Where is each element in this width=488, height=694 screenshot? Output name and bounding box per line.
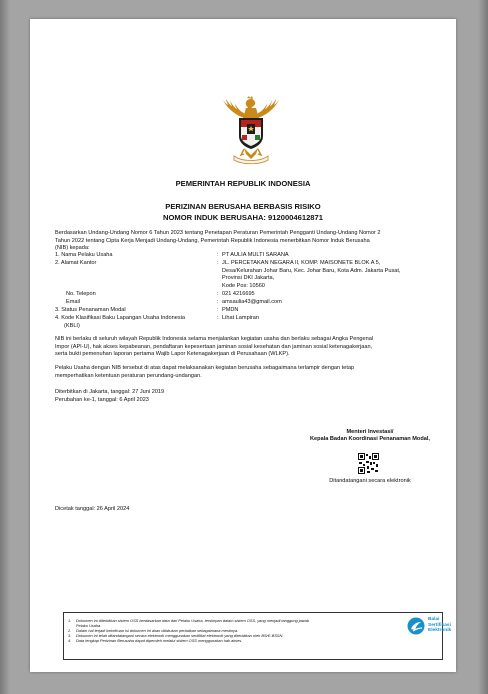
colon: :	[217, 291, 219, 297]
qr-code-icon	[358, 453, 379, 474]
government-title: PEMERINTAH REPUBLIK INDONESIA	[175, 179, 311, 188]
footnote-number: 1.	[68, 618, 72, 623]
footnote-box	[63, 612, 452, 660]
issued-info	[55, 389, 164, 404]
revision-date: Perubahan ke-1, tanggal: 6 April 2023	[55, 396, 149, 403]
printed-date: Dicetak tanggal: 26 April 2024	[55, 506, 130, 512]
status-value: PMDN	[222, 307, 239, 313]
alamat-label: 2. Alamat Kantor	[55, 260, 97, 266]
nama-label: 1. Nama Pelaku Usaha	[55, 252, 113, 258]
kbli-label-line: 4. Kode Klasifikasi Baku Lapangan Usaha Indonesia	[55, 315, 185, 321]
business-line: Pelaku Usaha dengan NIB tersebut di atas dapat melaksanakan kegiatan berusaha sebagaimana terlampir dengan tetap	[55, 365, 355, 371]
signatory-title	[300, 429, 440, 444]
footnote-text: Pelaku Usaha.	[76, 623, 102, 628]
footnote-number: 2.	[68, 628, 72, 633]
intro-line: Berdasarkan Undang-Undang Nomor 6 Tahun 2023 tentang Penetapan Peraturan Pemerintah Pengganti Undang-Undang Nomor 2	[55, 230, 381, 236]
signatory-line: Kepala Badan Koordinasi Penanaman Modal,	[310, 436, 430, 443]
e-signature-note: Ditandatangani secara elektronik	[329, 478, 411, 484]
footnote-text: Dokumen ini diterbitkan sistem OSS berdasarkan data dari Pelaku Usaha, tersimpan dalam sistem OSS, yang menjadi tanggung jawab	[76, 618, 309, 623]
intro-paragraph	[55, 230, 445, 253]
intro-line: (NIB) kepada:	[55, 245, 90, 252]
business-line: memperhatikan ketentuan peraturan perundang-undangan.	[55, 372, 202, 379]
footnote-number: 4.	[68, 638, 72, 643]
email-label: Email	[66, 299, 80, 305]
alamat-value	[222, 260, 400, 290]
footnote-text: Dalam hal terjadi kekeliruan isi dokumen ini akan dilakukan perbaikan sebagaimana mestinya.	[76, 628, 239, 633]
alamat-line: Provinsi DKI Jakarta,	[222, 275, 275, 282]
validity-line: Impor (API-U), hak akses kepabeanan, pendaftaran kepesertaan jaminan sosial kesehatan dan jaminan sosial ketenagakerjaan,	[55, 343, 373, 350]
bsre-logo-icon	[407, 617, 425, 635]
status-label: 3. Status Penanaman Modal	[55, 307, 126, 313]
document-page	[30, 19, 456, 672]
issued-date: Diterbitkan di Jakarta, tanggal: 27 Juni 2019	[55, 389, 165, 395]
permit-title: PERIZINAN BERUSAHA BERBASIS RISIKO	[165, 202, 321, 211]
alamat-line: Desa/Kelurahan Johar Baru, Kec. Johar Baru, Kota Adm. Jakarta Pusat,	[222, 267, 401, 274]
bsre-label: Elektronik	[428, 628, 452, 634]
colon: :	[217, 260, 219, 266]
bsre-label: Balai	[428, 617, 440, 622]
validity-line: serta bukti pemenuhan laporan pertama Wajib Lapor Ketenagakerjaan di Perusahaan (WLKP).	[55, 351, 290, 358]
colon: :	[217, 299, 219, 305]
validity-line: NIB ini berlaku di seluruh wilayah Republik Indonesia selama menjalankan kegiatan usaha dan berlaku sebagai Angka Pengenal	[55, 336, 374, 342]
email-value: amsaulia43@gmail.com	[222, 299, 282, 305]
footnote-number: 3.	[68, 633, 72, 638]
telepon-value: 021 4216695	[222, 291, 255, 297]
business-paragraph	[55, 365, 445, 380]
nib-number: NOMOR INDUK BERUSAHA: 9120004612871	[163, 213, 323, 222]
alamat-line: Kode Pos: 10560	[222, 282, 265, 289]
nama-value: PT AULIA MULTI SARANA	[222, 252, 289, 258]
kbli-label	[55, 315, 185, 330]
footnote-text: Dokumen ini telah ditandatangani secara elektronik menggunakan sertifikat elektronik yang diterbitkan oleh BSrE-BSSN.	[76, 633, 284, 638]
telepon-label: No. Telepon	[66, 291, 96, 297]
colon: :	[217, 315, 219, 321]
bsre-label: Sertifikasi	[428, 622, 451, 628]
alamat-line: JL. PERCETAKAN NEGARA II, KOMP. MAISONETE BLOK A 5,	[222, 260, 381, 266]
colon: :	[217, 307, 219, 313]
intro-line: Tahun 2022 tentang Cipta Kerja Menjadi Undang-Undang, Pemerintah Republik Indonesia menerbitkan Nomor Induk Berusaha	[55, 237, 370, 244]
validity-paragraph	[55, 336, 445, 359]
kbli-label-line: (KBLI)	[64, 322, 80, 329]
colon: :	[217, 252, 219, 258]
kbli-value: Lihat Lampiran	[222, 315, 260, 321]
signatory-line: Menteri Investasi/	[346, 429, 394, 435]
footnote-text: Data lengkap Perizinan Berusaha dapat diperoleh melalui sistem OSS menggunakan hak akses.	[76, 638, 243, 643]
garuda-emblem-icon	[222, 96, 280, 166]
